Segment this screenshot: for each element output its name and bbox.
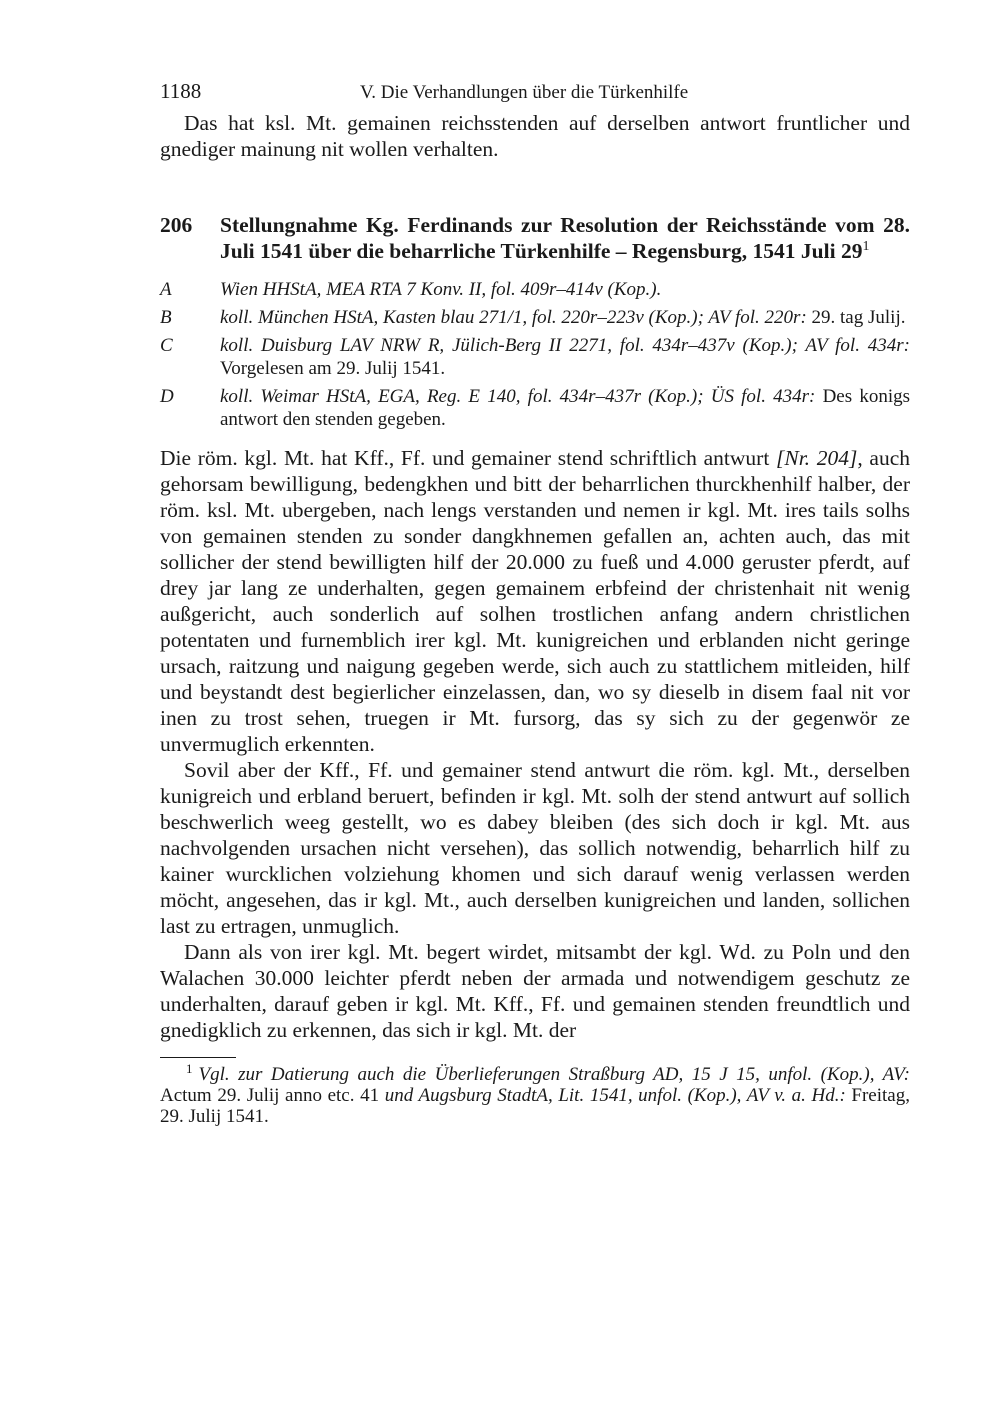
footnote-plain-2: Freitag, 29. Julij 1541. [160,1085,910,1127]
source-description [220,306,910,329]
source-entry [160,306,910,329]
footnote-italic-1: Vgl. zur Datierung auch die Überlieferungen Straßburg AD, 15 J 15, unfol. (Kop.), AV: [198,1064,910,1085]
paragraph-1-rest: , auch gehorsam bewilligung, bedengkhen und bitt der beharrlichen thurckhenhilf halber, der röm. ksl. Mt. ubergeben, nach lengs verstanden und nemen ir kgl. Mt. ires tails solhs von gemainen stenden zu sonder dangkhnemen gefallen an, achten auch, das mit sollicher der stend bewilligten hilf der 20.000 zu fueß und 4.000 geruster pferdt, auf drey jar lang ze underhalten, gegen gemainem erbfeind der christenhait nit wenig außgericht, auch sonderlich auf solhen trostlichen anfang andern christlichen potentaten und furnemblich irer kgl. Mt. kunigreichen und erblanden nicht geringe ursach, raitzung und naigung gegeben werde, sich auch zu stattlichem mitleiden, hilf und beystandt dest begierlicher einzelassen, dan, wo sy dieselb in disem faal nit vor inen zu trost sehen, truegen ir Mt. fursorg, das sy sich zu der gegenwör ze unvermuglich erkennten. [160,446,911,756]
source-plain: Des konigs antwort den stenden gegeben. [220,386,910,430]
footnote [160,1060,910,1127]
source-siglum: D [160,386,174,407]
source-entry [160,334,910,380]
source-list [160,278,910,431]
source-entry [160,385,910,431]
source-entry [160,278,910,301]
cross-reference: [Nr. 204] [775,446,858,470]
main-text [160,445,910,1043]
document-title-text: Stellungnahme Kg. Ferdinands zur Resolution der Reichsstände vom 28. Juli 1541 über die beharrliche Türkenhilfe – Regensburg, 1541 Juli 29 [220,213,910,263]
footnote-marker: 1 [186,1060,193,1076]
paragraph-2: Sovil aber der Kff., Ff. und gemainer stend antwurt die röm. kgl. Mt., derselben kunigreich und erbland beruert, befinden ir kgl. Mt. solh der stend antwurt auf sollich beschwerlich weeg gestellt, wo es dabey bleiben (des sich doch ir kgl. Mt. aus nachvolgenden ursachen nicht versehen), das sollich notwendig, beharrlich hilf zu kainer wurcklichen volziehung khomen und sich darauf wenig verlassen werden möcht, angesehen, das ir kgl. Mt., auch derselben kunigreichen und landen, sollichen last zu ertragen, unmuglich. [160,758,910,938]
source-italic: koll. Duisburg LAV NRW R, Jülich-Berg II 2271, fol. 434r–437v (Kop.); AV fol. 434r: [220,335,910,356]
document-heading [160,212,910,264]
source-siglum: C [160,335,173,356]
footnote-plain-1: Actum 29. Julij anno etc. 41 [160,1085,385,1106]
document-title [220,212,910,264]
running-head [160,76,910,108]
source-siglum: B [160,307,172,328]
source-plain: 29. tag Julij. [806,307,906,328]
source-siglum: A [160,279,172,300]
document-number: 206 [160,213,193,237]
source-description [220,334,910,380]
footnote-ref: 1 [862,238,870,254]
paragraph-3: Dann als von irer kgl. Mt. begert wirdet, mitsambt der kgl. Wd. zu Poln und den Walachen 30.000 leichter pferdt neben der armada und notwendigem geschutz ze underhalten, darauf geben ir kgl. Mt. Kff., Ff. und gemainen stenden freundtlich und gnedigklich zu erkennen, das sich ir kgl. Mt. der [160,940,910,1042]
page [160,76,910,1127]
source-plain: Vorgelesen am 29. Julij 1541. [220,358,446,379]
paragraph-1-start: Die röm. kgl. Mt. hat Kff., Ff. und gemainer stend schriftlich antwurt [160,446,776,470]
page-number: 1188 [160,79,202,103]
running-title: V. Die Verhandlungen über die Türkenhilfe [360,82,689,103]
source-italic: koll. Weimar HStA, EGA, Reg. E 140, fol. 434r–437r (Kop.); ÜS fol. 434r: [220,386,816,407]
source-italic: Wien HHStA, MEA RTA 7 Konv. II, fol. 409r–414v (Kop.). [220,279,662,300]
source-italic: koll. München HStA, Kasten blau 271/1, fol. 220r–223v (Kop.); AV fol. 220r: [220,307,807,328]
footnote-rule [160,1057,236,1058]
intro-paragraph: Das hat ksl. Mt. gemainen reichsstenden auf derselben antwort fruntlicher und gnediger mainung nit wollen verhalten. [160,111,910,161]
paragraph-1 [160,445,910,757]
source-description [220,385,910,431]
footnote-italic-2: und Augsburg StadtA, Lit. 1541, unfol. (Kop.), AV v. a. Hd.: [384,1085,846,1106]
source-description [220,278,910,301]
